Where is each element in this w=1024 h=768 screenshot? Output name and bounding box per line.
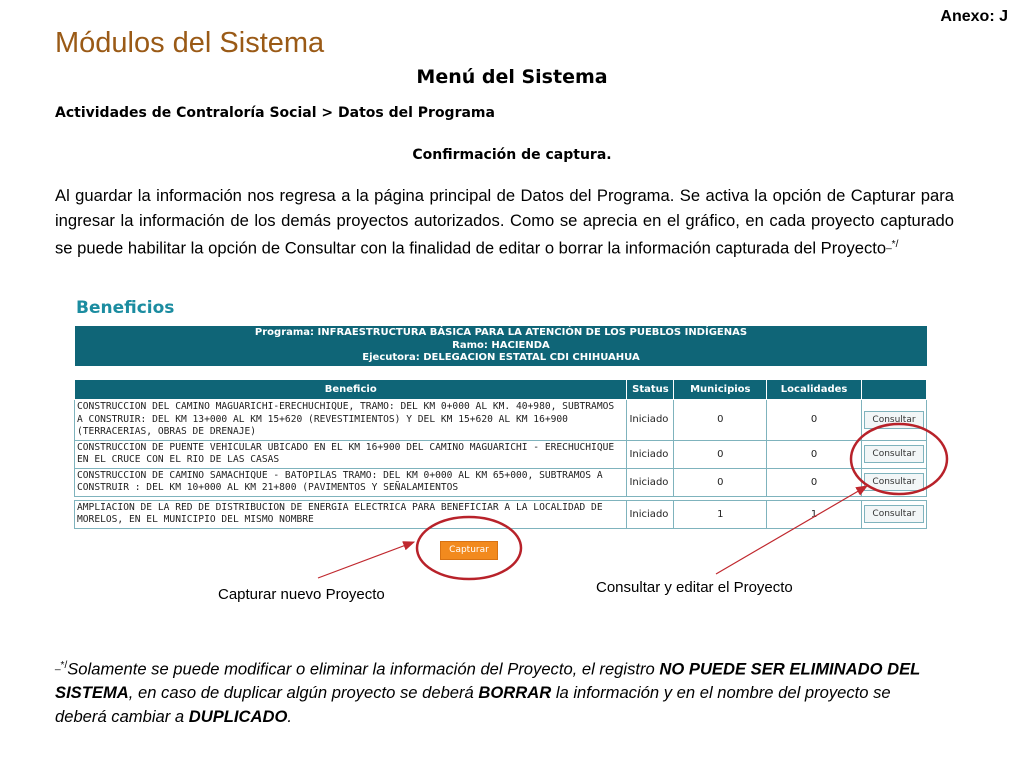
footnote-text: Solamente se puede modificar o eliminar la información del Proyecto, el registro (67, 659, 660, 679)
annex-label: Anexo: J (940, 8, 1008, 25)
footnote-emphasis: BORRAR (478, 683, 552, 703)
footnote (55, 654, 945, 728)
consultar-annotation-label: Consultar y editar el Proyecto (596, 579, 793, 596)
municipios-cell: 1 (674, 500, 767, 528)
capturar-highlight-circle (417, 517, 521, 579)
footnote-text: . (287, 706, 293, 726)
status-cell: Iniciado (627, 468, 674, 496)
beneficio-cell: CONSTRUCCION DE PUENTE VEHICULAR UBICADO EN EL KM 16+900 DEL CAMINO MAGUARICHI - ERECHUCHIQUE EN EL CRUCE CON EL RIO DE LAS CASAS (75, 440, 627, 468)
beneficio-cell: CONSTRUCCION DEL CAMINO MAGUARICHI-ERECHUCHIQUE, TRAMO: DEL KM 0+000 AL KM. 40+980, SUBTRAMOS A CONSTRUIR: DEL KM 13+000 AL KM 15+620 (REVESTIMIENTOS) Y DEL KM 15+620 AL KM 16+900 (TERRACERIAS, OBRAS DE DRENAJE) (75, 400, 627, 441)
screenshot-title: Beneficios (76, 298, 175, 318)
column-header-beneficio: Beneficio (75, 380, 627, 400)
municipios-cell: 0 (674, 468, 767, 496)
beneficio-cell: AMPLIACION DE LA RED DE DISTRIBUCION DE ENERGIA ELECTRICA PARA BENEFICIAR A LA LOCALIDAD DE MORELOS, EN EL MUNICIPIO DEL MISMO NOMBRE (75, 500, 627, 528)
consultar-button[interactable]: Consultar (864, 473, 924, 491)
consultar-button[interactable]: Consultar (864, 445, 924, 463)
footnote-emphasis: DUPLICADO (188, 706, 288, 726)
capturar-annotation-label: Capturar nuevo Proyecto (218, 586, 385, 603)
localidades-cell: 0 (767, 400, 862, 441)
footnote-text: , en caso de duplicar algún proyecto se deberá (128, 683, 479, 703)
column-header-status: Status (627, 380, 674, 400)
beneficio-cell: CONSTRUCCION DE CAMINO SAMACHIQUE - BATOPILAS TRAMO: DEL KM 0+000 AL KM 65+000, SUBTRAMOS A CONSTRUIR : DEL KM 10+000 AL KM 21+800 (PAVIMENTOS Y SEÑALAMIENTOS (75, 468, 627, 496)
localidades-cell: 0 (767, 440, 862, 468)
ramo-name: Ramo: HACIENDA (452, 339, 550, 351)
breadcrumb: Actividades de Contraloría Social > Datos del Programa (55, 105, 495, 121)
ejecutora-name: Ejecutora: DELEGACION ESTATAL CDI CHIHUAHUA (362, 352, 640, 363)
consultar-highlight-circle (851, 424, 947, 494)
program-name: Programa: INFRAESTRUCTURA BÁSICA PARA LA ATENCIÓN DE LOS PUEBLOS INDÍGENAS (254, 327, 748, 338)
column-header-municipios: Municipios (674, 380, 767, 400)
footnote-marker: _*/ (886, 239, 899, 250)
capturar-arrow (318, 542, 414, 578)
page-title: Módulos del Sistema (55, 27, 325, 59)
menu-title: Menú del Sistema (416, 66, 608, 88)
municipios-cell: 0 (674, 400, 767, 441)
localidades-cell: 0 (767, 468, 862, 496)
localidades-cell: 1 (767, 500, 862, 528)
footnote-marker: _*/ (55, 660, 68, 671)
consultar-button[interactable]: Consultar (864, 505, 924, 523)
footnote-emphasis: NO PUEDE SER ELIMINADO DEL SISTEMA (55, 659, 920, 703)
consultar-arrow (716, 486, 867, 574)
consultar-button[interactable]: Consultar (864, 411, 924, 429)
column-header-localidades: Localidades (767, 380, 862, 400)
status-cell: Iniciado (627, 400, 674, 441)
confirmation-heading: Confirmación de captura. (412, 147, 612, 163)
description-text: Al guardar la información nos regresa a la página principal de Datos del Programa. Se activa la opción de Capturar para ingresar la información de los demás proyectos autorizados. Como se aprecia en el gráfico, en cada proyecto capturado se puede habilitar la opción de Consultar con la finalidad de editar o borrar la información capturada del Proyecto (55, 186, 954, 258)
status-cell: Iniciado (627, 440, 674, 468)
municipios-cell: 0 (674, 440, 767, 468)
status-cell: Iniciado (627, 500, 674, 528)
capturar-button[interactable]: Capturar (440, 541, 498, 560)
footnote-text: la información y en el nombre del proyecto se deberá cambiar a (55, 683, 891, 726)
